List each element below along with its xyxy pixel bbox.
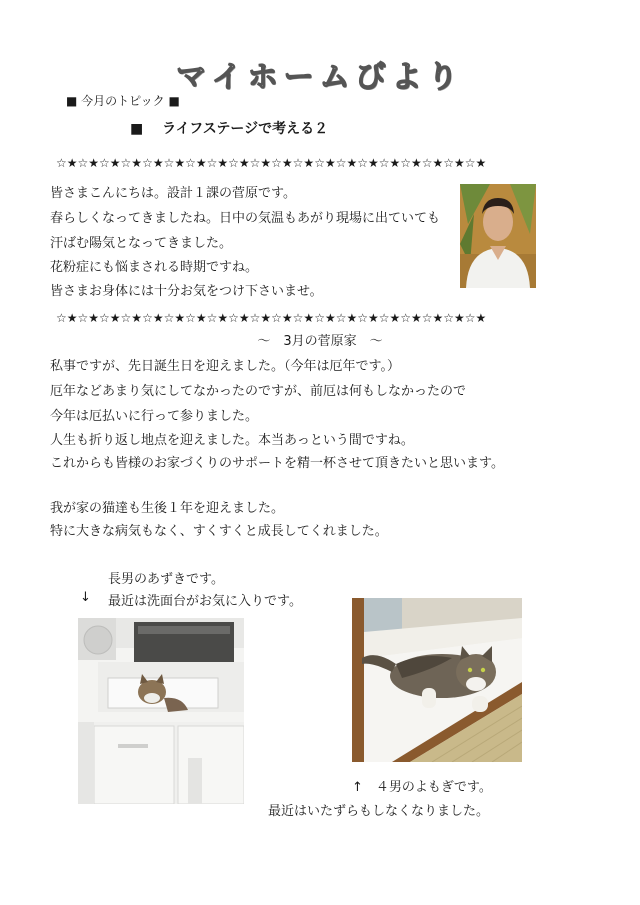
paragraph-line: 今年は厄払いに行って参りました。 <box>50 409 259 424</box>
cat-azuki-photo <box>78 618 244 804</box>
paragraph-line: 人生も折り返し地点を迎えました。本当あっという間ですね。 <box>50 433 414 448</box>
greeting-line: 花粉症にも悩まされる時期ですね。 <box>50 260 259 275</box>
topic-subtitle: ■ ライフステージで考える２ <box>130 121 329 137</box>
star-divider-top: ☆★☆★☆★☆★☆★☆★☆★☆★☆★☆★☆★☆★☆★☆★☆★☆★☆★☆★☆★☆★ <box>56 156 487 170</box>
cat2-caption-name: ↑ ４男のよもぎです。 <box>352 780 492 795</box>
paragraph-line: 厄年などあまり気にしてなかったのですが、前厄は何もしなかったので <box>50 384 467 399</box>
down-arrow-icon: ↓ <box>80 590 91 605</box>
paragraph-line: 私事ですが、先日誕生日を迎えました。（今年は厄年です。） <box>50 359 400 374</box>
greeting-line: 皆さまこんにちは。設計１課の菅原です。 <box>50 186 296 201</box>
greeting-line: 春らしくなってきましたね。日中の気温もあがり現場に出ていても <box>50 211 441 226</box>
section-heading: ～ 3月の菅原家 ～ <box>257 334 383 349</box>
cat1-caption-detail: 最近は洗面台がお気に入りです。 <box>108 594 302 609</box>
paragraph-line: これからも皆様のお家づくりのサポートを精一杯させて頂きたいと思います。 <box>50 456 504 471</box>
greeting-line: 汗ばむ陽気となってきました。 <box>50 236 233 251</box>
cat-yomogi-photo <box>352 598 522 762</box>
paragraph-line: 特に大きな病気もなく、すくすくと成長してくれました。 <box>50 524 388 539</box>
star-divider-middle: ☆★☆★☆★☆★☆★☆★☆★☆★☆★☆★☆★☆★☆★☆★☆★☆★☆★☆★☆★☆★ <box>56 311 487 325</box>
cat2-caption-detail: 最近はいたずらもしなくなりました。 <box>268 804 490 819</box>
newsletter-title: マイホームびより <box>176 60 464 95</box>
author-portrait-photo <box>460 184 536 288</box>
cat1-caption-name: 長男のあずきです。 <box>108 572 224 587</box>
topic-tag: ■ 今月のトピック ■ <box>66 94 180 108</box>
paragraph-line: 我が家の猫達も生後１年を迎えました。 <box>50 501 285 516</box>
greeting-line: 皆さまお身体には十分お気をつけ下さいませ。 <box>50 284 323 299</box>
